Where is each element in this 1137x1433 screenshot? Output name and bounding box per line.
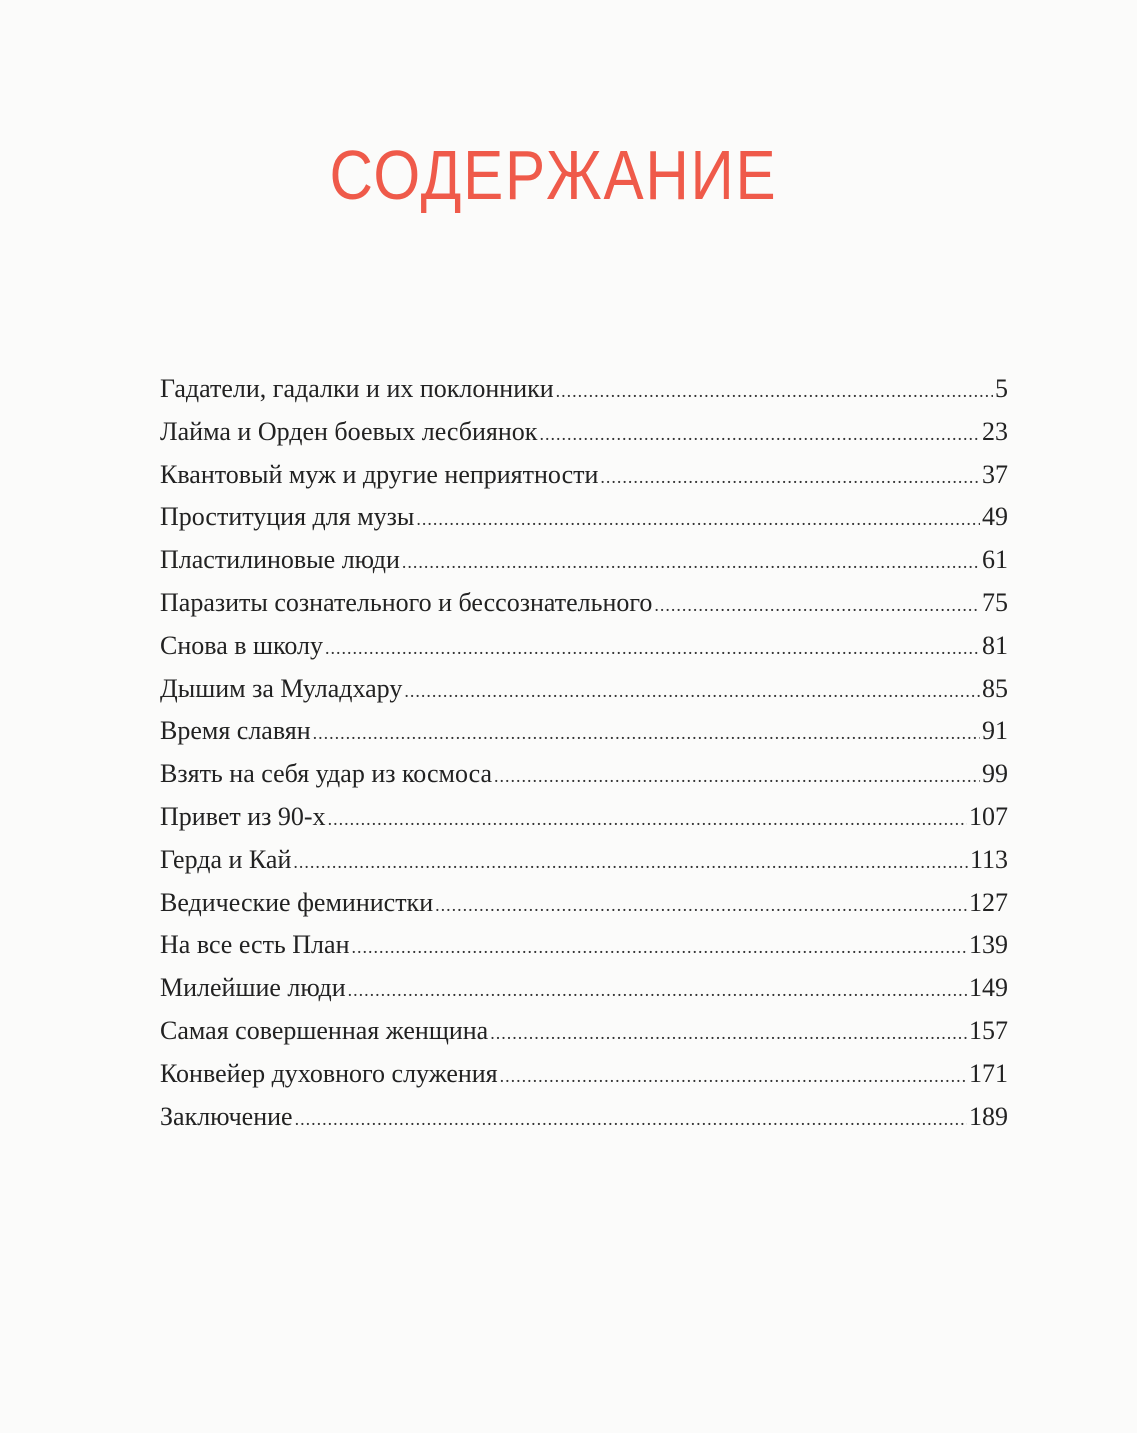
dot-leader — [404, 681, 980, 702]
toc-entry — [160, 1016, 1008, 1059]
dot-leader — [295, 1109, 967, 1130]
toc-entry-title: Снова в школу — [160, 630, 323, 660]
toc-entry — [160, 845, 1008, 888]
toc-entry-title: Привет из 90-х — [160, 801, 326, 831]
toc-entry-page: 23 — [982, 416, 1008, 446]
toc-entry-page: 5 — [995, 374, 1008, 403]
toc-entry-page: 139 — [969, 930, 1008, 960]
toc-entry-title: На все есть План — [160, 930, 350, 960]
toc-entry-page: 91 — [982, 716, 1008, 746]
toc-entry-title: Квантовый муж и другие неприятности — [160, 459, 599, 489]
dot-leader — [352, 937, 968, 958]
toc-entry — [160, 460, 1008, 503]
toc-entry-page: 113 — [969, 844, 1008, 874]
toc-entry — [160, 973, 1008, 1016]
dot-leader — [348, 980, 967, 1001]
toc-entry — [160, 1059, 1008, 1102]
toc-entry-page: 157 — [969, 1015, 1008, 1045]
toc-entry — [160, 374, 1008, 417]
toc-entry — [160, 1102, 1008, 1145]
toc-entry-title: Проституция для музы — [160, 502, 415, 532]
toc-entry — [160, 930, 1008, 973]
toc-entry-page: 81 — [982, 630, 1008, 660]
toc-entry-page: 189 — [969, 1101, 1008, 1131]
toc-entry — [160, 588, 1008, 631]
toc-entry-page: 49 — [982, 502, 1008, 532]
toc-entry-title: Взять на себя удар из космоса — [160, 759, 492, 789]
dot-leader — [494, 766, 980, 787]
dot-leader — [435, 895, 967, 916]
toc-entry-page: 61 — [982, 545, 1008, 575]
toc-entry-title: Конвейер духовного служения — [160, 1058, 498, 1088]
toc-entry-title: Время славян — [160, 716, 311, 746]
toc-entry-title: Самая совершенная женщина — [160, 1015, 489, 1045]
toc-entry-title: Дышим за Муладхару — [160, 673, 403, 703]
toc-entry — [160, 631, 1008, 674]
dot-leader — [600, 467, 980, 488]
dot-leader — [416, 509, 980, 530]
toc-entry-page: 37 — [982, 459, 1008, 489]
table-of-contents — [160, 374, 1008, 1144]
toc-entry-page: 75 — [982, 587, 1008, 617]
toc-entry — [160, 674, 1008, 717]
dot-leader — [325, 638, 980, 659]
toc-entry — [160, 759, 1008, 802]
dot-leader — [539, 424, 980, 445]
toc-entry — [160, 502, 1008, 545]
toc-entry-title: Гадатели, гадалки и их поклонники — [160, 374, 554, 403]
toc-entry-title: Герда и Кай — [160, 844, 292, 874]
toc-entry — [160, 417, 1008, 460]
toc-entry-page: 99 — [982, 759, 1008, 789]
toc-entry-title: Ведические феминистки — [160, 887, 434, 917]
dot-leader — [313, 723, 980, 744]
toc-entry-title: Милейшие люди — [160, 973, 346, 1003]
dot-leader — [556, 381, 993, 402]
dot-leader — [293, 852, 968, 873]
dot-leader — [490, 1023, 967, 1044]
toc-entry-page: 149 — [969, 973, 1008, 1003]
dot-leader — [402, 552, 980, 573]
toc-entry-page: 107 — [969, 801, 1008, 831]
dot-leader — [328, 809, 967, 830]
page-title: СОДЕРЖАНИЕ — [329, 136, 778, 214]
toc-entry-title: Паразиты сознательного и бессознательного — [160, 587, 653, 617]
toc-entry-title: Заключение — [160, 1101, 293, 1131]
toc-entry-page: 171 — [969, 1058, 1008, 1088]
dot-leader — [500, 1066, 967, 1087]
toc-entry — [160, 888, 1008, 931]
toc-entry-page: 127 — [969, 887, 1008, 917]
dot-leader — [654, 595, 980, 616]
toc-entry-page: 85 — [982, 673, 1008, 703]
toc-entry — [160, 716, 1008, 759]
toc-entry — [160, 545, 1008, 588]
toc-entry-title: Пластилиновые люди — [160, 545, 400, 575]
toc-entry — [160, 802, 1008, 845]
toc-entry-title: Лайма и Орден боевых лесбиянок — [160, 416, 538, 446]
